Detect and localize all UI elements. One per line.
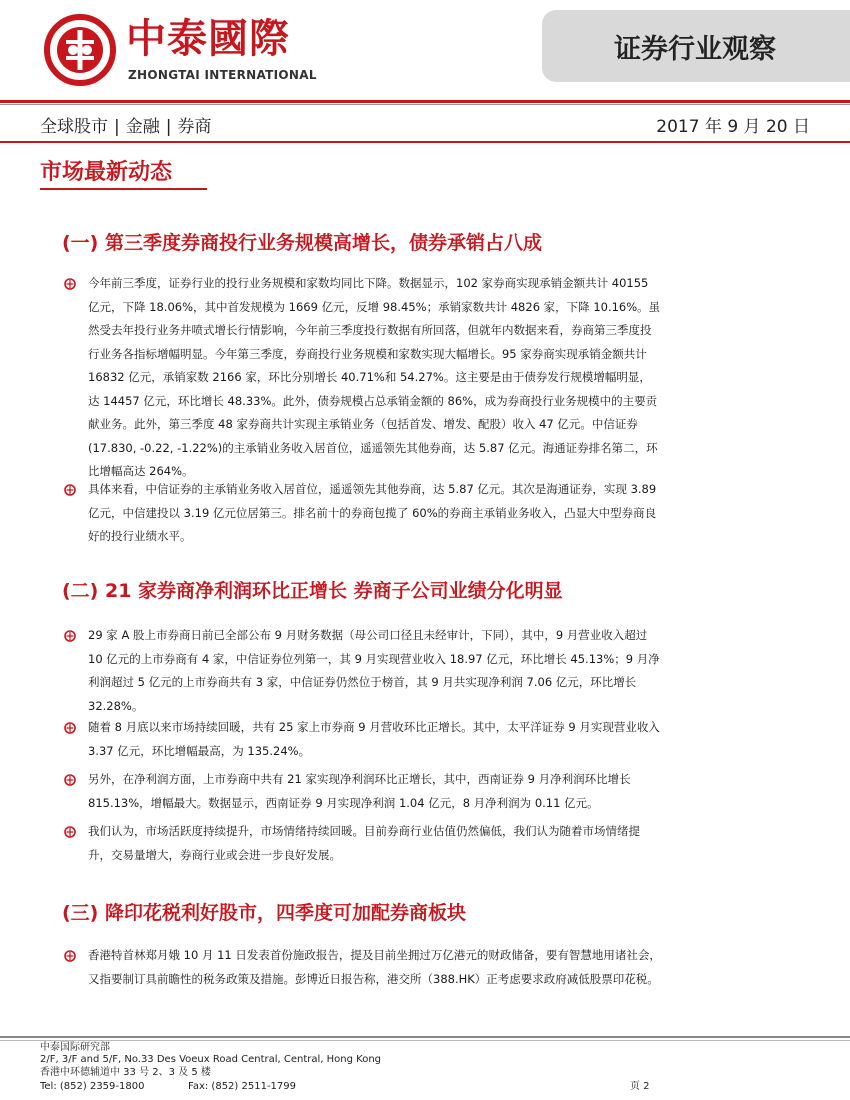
- bullet-icon: [62, 948, 78, 964]
- breadcrumb-separator: |: [165, 117, 172, 137]
- header-rule-grey: [0, 104, 850, 105]
- breadcrumb-item-brokers: 券商: [177, 117, 212, 137]
- paragraph: 今年前三季度，证券行业的投行业务规模和家数均同比下降。数据显示，102 家券商实现承销金额共计 40155 亿元，下降 18.06%，其中首发规模为 1669 亿元，反增 98.45%；承销家数共计 4826 家，下降 10.16%。虽然受去年投行业务井喷式增长行情影响，今年前三季度投行数据有所回落，但就年内数据来看，券商第三季度投行业务各指标增幅明显。今年第三季度，券商投行业务规模和家数实现大幅增长。95 家券商实现承销金额共计 16832 亿元，承销家数 2166 家，环比分别增长 40.71%和 54.27%。这主要是由于债券发行规模增幅明显，达 14457 亿元，环比增长 48.33%。此外，债券规模占总承销金额的 86%，成为券商投行业务规模中的主要贡献业务。此外，第三季度 48 家券商共计实现主承销业务（包括首发、增发、配股）收入 47 亿元。中信证券(17.830, -0.22, -1.22%)的主承销业务收入居首位，遥遥领先其他券商，达 5.87 亿元。海通证券排名第二，环比增幅高达 264%。: [88, 276, 661, 478]
- section-title-underline: [40, 188, 207, 190]
- paragraph: 具体来看，中信证券的主承销业务收入居首位，遥遥领先其他券商，达 5.87 亿元。其次是海通证券，实现 3.89 亿元，中信建投以 3.19 亿元位居第三。排名前十的券商包揽了 60%的券商主承销业务收入，凸显大中型券商良好的投行业绩水平。: [88, 482, 657, 543]
- breadcrumb-item-global: 全球股市: [40, 117, 108, 137]
- footer-rule-thin: [0, 1040, 850, 1041]
- paragraph: 香港特首林郑月娥 10 月 11 日发表首份施政报告，提及目前坐拥过万亿港元的财政储备，要有智慧地用诸社会，又指要制订具前瞻性的税务政策及措施。彭博近日报告称，港交所（388.HK）正考虑要求政府减低股票印花税。: [88, 948, 661, 986]
- bullet-icon: [62, 482, 78, 498]
- footer-address-en: 2/F, 3/F and 5/F, No.33 Des Voeux Road Central, Central, Hong Kong: [40, 1054, 382, 1065]
- subsection-heading-1: (一) 第三季度券商投行业务规模高增长，债券承销占八成: [62, 232, 542, 254]
- paragraph: 随着 8 月底以来市场持续回暖，共有 25 家上市券商 9 月营收环比正增长。其中，太平洋证券 9 月实现营业收入 3.37 亿元，环比增幅最高，为 135.24%。: [88, 720, 660, 758]
- report-title: 证券行业观察: [614, 34, 776, 65]
- paragraph: 29 家 A 股上市券商日前已全部公布 9 月财务数据（母公司口径且未经审计，下同），其中，9 月营业收入超过 10 亿元的上市券商有 4 家，中信证券位列第一，其 9 月实现营业收入 18.97 亿元，环比增长 45.13%；9 月净利润超过 5 亿元的上市券商共有 3 家，中信证券仍然位于榜首，其 9 月共实现净利润 7.06 亿元，环比增长 32.28%。: [88, 628, 660, 713]
- paragraph: 另外，在净利润方面，上市券商中共有 21 家实现净利润环比正增长，其中，西南证券 9 月净利润环比增长 815.13%，增幅最大。数据显示，西南证券 9 月实现净利润 1.04 亿元，8 月净利润为 0.11 亿元。: [88, 772, 631, 810]
- paragraph: 我们认为，市场活跃度持续提升，市场情绪持续回暖。目前券商行业估值仍然偏低，我们认为随着市场情绪提升，交易量增大，券商行业或会进一步良好发展。: [88, 824, 640, 862]
- brand-name-cn: 中泰國際: [126, 16, 290, 62]
- page-number: 页 2: [630, 1081, 650, 1092]
- footer-org: 中泰国际研究部: [40, 1042, 110, 1053]
- footer-fax: Fax: (852) 2511-1799: [188, 1081, 297, 1092]
- subsection-heading-3: (三) 降印花税利好股市，四季度可加配券商板块: [62, 902, 466, 924]
- bullet-icon: [62, 628, 78, 644]
- zhongtai-logo-icon: [44, 14, 116, 86]
- bullet-icon: [62, 824, 78, 840]
- footer-address-cn: 香港中环德辅道中 33 号 2、3 及 5 楼: [40, 1067, 211, 1078]
- section-title: 市场最新动态: [40, 160, 173, 185]
- footer-tel: Tel: (852) 2359-1800: [40, 1081, 145, 1092]
- subheader-rule: [0, 141, 850, 143]
- brand-name-en: ZHONGTAI INTERNATIONAL: [128, 68, 317, 82]
- bullet-icon: [62, 720, 78, 736]
- breadcrumb: [40, 112, 211, 137]
- report-date: 2017 年 9 月 20 日: [656, 117, 810, 137]
- header-rule-red: [0, 100, 850, 103]
- breadcrumb-item-finance: 金融: [125, 117, 160, 137]
- bullet-icon: [62, 772, 78, 788]
- subsection-heading-2: (二) 21 家券商净利润环比正增长 券商子公司业绩分化明显: [62, 580, 563, 602]
- footer-rule: [0, 1036, 850, 1038]
- breadcrumb-separator: |: [114, 117, 120, 137]
- bullet-icon: [62, 276, 78, 292]
